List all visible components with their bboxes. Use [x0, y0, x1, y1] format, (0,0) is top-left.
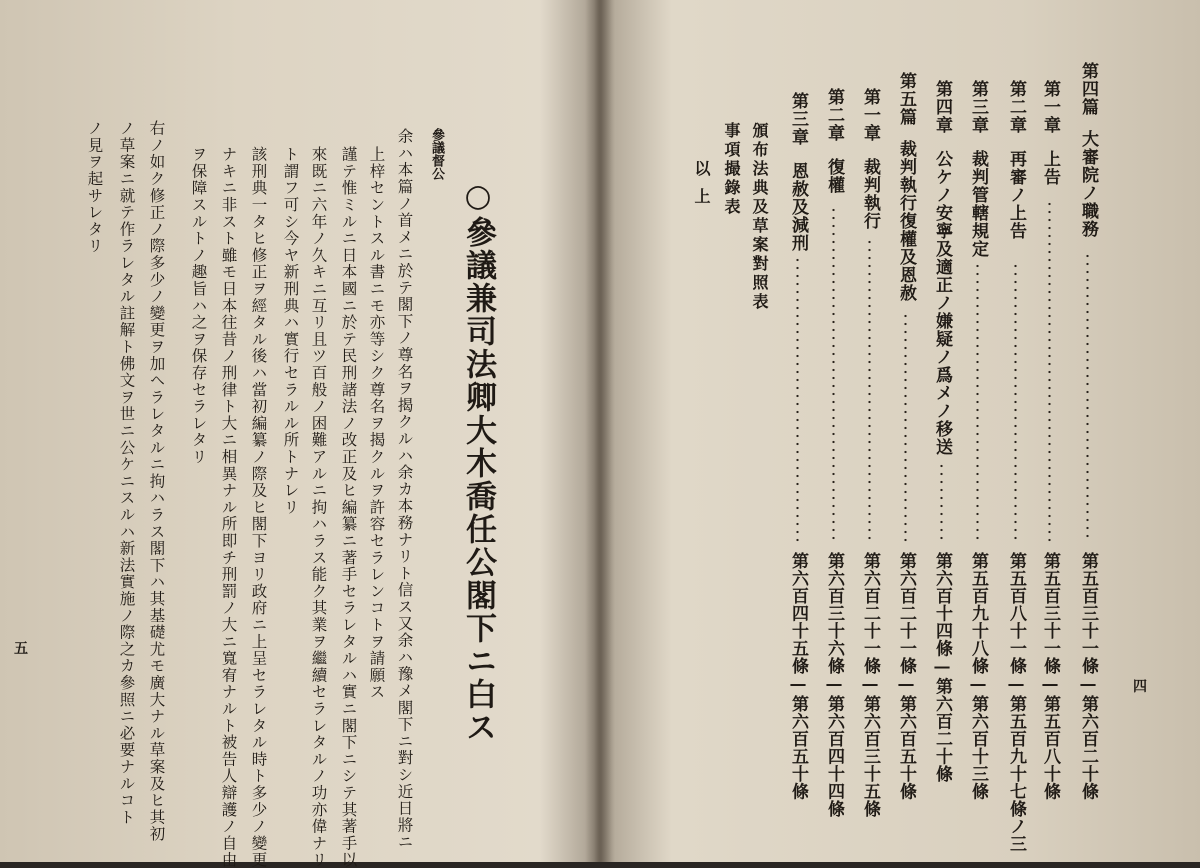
body-column-11: ノ見ヲ起サレタリ: [85, 120, 104, 255]
toc-title-ch1: 上告: [1040, 150, 1060, 186]
body-column-9: 右ノ如ク修正ノ際多少ノ變更ヲ加ヘラレタルニ拘ハラス閣下ハ其基礎尤モ廣大ナル草案及ヒ其初: [147, 120, 166, 843]
body-column-5: ト謂フ可シ今ヤ新刑典ハ實行セラルル所トナレリ: [281, 146, 300, 516]
body-column-6: 該刑典一タヒ修正ヲ經タル後ハ當初編纂ノ際及ヒ閣下ヨリ政府ニ上呈セラレタル時ト多少ノ變更: [249, 146, 268, 868]
body-column-4: 來既ニ六年ノ久キニ互リ且ツ百般ノ困難アルニ拘ハラス能ク其業ヲ繼續セラレタルノ功亦偉ナリ: [309, 146, 328, 868]
toc-leader-dots: [796, 256, 799, 542]
toc-label-ch5-3: 第三章: [788, 92, 808, 146]
toc-label-ch3: 第三章: [968, 80, 988, 134]
toc-extra-end: 以上: [692, 160, 711, 216]
dedication-title: ○參議兼司法卿大木喬任公閣下ニ白ス: [460, 178, 496, 744]
toc-range-ch5-1: 第六百二十一條—第六百三十五條: [860, 552, 880, 818]
toc-title-part5: 裁判執行復權及恩赦: [896, 140, 916, 302]
page-number-right: 四: [1133, 679, 1147, 695]
toc-title-ch5-2: 復權: [824, 158, 844, 194]
toc-extra-index: 事項撮錄表: [722, 122, 741, 217]
toc-title-ch4: 公ケノ安寧及適正ノ嫌疑ノ爲メノ移送: [932, 150, 952, 456]
toc-label-ch4: 第四章: [932, 80, 952, 134]
body-column-1: 余ハ本篇ノ首メニ於テ閣下ノ尊名ヲ揭クルハ余カ本務ナリト信ス又余ハ豫メ閣下ニ對シ近日將ニ: [395, 128, 414, 851]
toc-leader-dots: [940, 462, 943, 542]
toc-range-ch4: 第六百十四條—第六百二十條: [932, 552, 952, 783]
page-number-left: 五: [14, 641, 28, 657]
toc-range-ch5-2: 第六百三十六條—第六百四十四條: [824, 552, 844, 818]
toc-range-ch2: 第五百八十一條—第五百九十七條ノ三: [1006, 552, 1026, 853]
left-page: [0, 0, 595, 868]
toc-leader-dots: [976, 262, 979, 542]
toc-label-ch5-2: 第二章: [824, 88, 844, 142]
toc-label-part5: 第五篇: [896, 72, 916, 126]
toc-title-part4: 大審院ノ職務: [1078, 130, 1098, 238]
toc-leader-dots: [904, 312, 907, 542]
toc-label-ch5-1: 第一章: [860, 88, 880, 142]
dedication-heading: 參議督公: [429, 128, 444, 180]
toc-range-ch5-3: 第六百四十五條—第六百五十條: [788, 552, 808, 800]
toc-range-ch1: 第五百三十一條—第五百八十條: [1040, 552, 1060, 800]
toc-leader-dots: [1014, 262, 1017, 542]
toc-range-ch3: 第五百九十八條—第六百十三條: [968, 552, 988, 800]
toc-leader-dots: [1086, 252, 1089, 542]
toc-label-part4: 第四篇: [1078, 62, 1098, 116]
toc-title-ch3: 裁判管轄規定: [968, 150, 988, 258]
toc-leader-dots: [832, 206, 835, 542]
body-column-8: ヲ保障スルトノ趣旨ハ之ヲ保存セラレタリ: [189, 146, 208, 466]
toc-extra-comparison-table: 頒布法典及草案對照表: [750, 122, 769, 312]
body-column-10: ノ草案ニ就テ作ラレタル註解ト佛文ヲ世ニ公ケニスルハ新法實施ノ際之カ參照ニ必要ナルコト: [117, 120, 136, 826]
toc-range-part4: 第五百三十一條—第六百二十條: [1078, 552, 1098, 800]
toc-leader-dots: [868, 238, 871, 542]
toc-title-ch5-1: 裁判執行: [860, 158, 880, 230]
toc-range-part5: 第六百二十一條—第六百五十條: [896, 552, 916, 800]
toc-leader-dots: [1048, 200, 1051, 542]
body-column-7: ナキニ非スト雖モ日本往昔ノ刑律ト大ニ相異ナル所即チ刑罰ノ大ニ寬宥ナルト被告人辯護ノ自由: [219, 146, 238, 868]
body-column-3: 謹テ惟ミルニ日本國ニ於テ民刑諸法ノ改正及ヒ編纂ニ著手セラレタルハ實ニ閣下ニシテ其著手以: [339, 146, 358, 868]
toc-label-ch2: 第二章: [1006, 80, 1026, 134]
body-column-2: 上梓セントスル書ニモ亦等シク尊名ヲ揭クルヲ許容セラレンコトヲ請願ス: [367, 146, 386, 701]
toc-title-ch5-3: 恩赦及減刑: [788, 162, 808, 252]
toc-title-ch2: 再審ノ上告: [1006, 150, 1026, 240]
toc-label-ch1: 第一章: [1040, 80, 1060, 134]
right-page: [605, 0, 1200, 862]
